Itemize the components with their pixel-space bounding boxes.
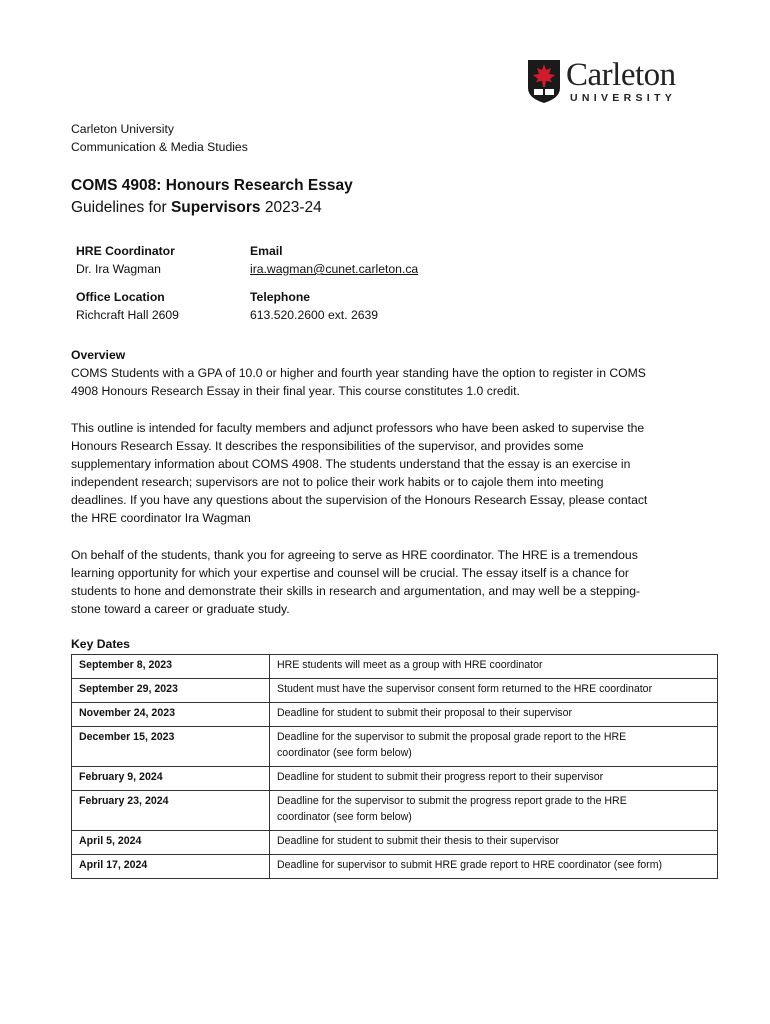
office-label: Office Location <box>76 290 165 304</box>
description-line: coordinator (see form below) <box>277 811 412 823</box>
description-line: HRE students will meet as a group with HRE coordinator <box>277 659 543 671</box>
description-line: Deadline for student to submit their proposal to their supervisor <box>277 707 573 719</box>
description-cell <box>270 855 718 879</box>
document-title: COMS 4908: Honours Research Essay <box>71 177 353 194</box>
description-line: Deadline for the supervisor to submit the proposal grade report to the HRE <box>277 731 627 743</box>
description-line: Deadline for the supervisor to submit the progress report grade to the HRE <box>277 795 627 807</box>
department-header <box>71 120 248 156</box>
thanks-line: learning opportunity for which your expertise and counsel will be crucial. The essay itself is a chance for <box>71 566 629 580</box>
table-row <box>72 727 718 767</box>
description-cell <box>270 679 718 703</box>
outline-line: deadlines. If you have any questions about the supervision of the Honours Research Essay, please contact <box>71 493 648 507</box>
date-cell: April 5, 2024 <box>72 831 270 855</box>
overview-line: 4908 Honours Research Essay in their final year. This course constitutes 1.0 credit. <box>71 384 520 398</box>
date-cell: April 17, 2024 <box>72 855 270 879</box>
key-dates-heading: Key Dates <box>71 637 130 651</box>
table-row <box>72 855 718 879</box>
carleton-logo <box>526 58 691 106</box>
thanks-line: stone toward a career or graduate study. <box>71 602 290 616</box>
table-row <box>72 679 718 703</box>
date-cell: February 23, 2024 <box>72 791 270 831</box>
key-dates-table <box>71 654 718 879</box>
subtitle-suffix: 2023-24 <box>260 199 322 216</box>
subtitle-prefix: Guidelines for <box>71 199 171 216</box>
phone-block <box>250 288 378 324</box>
description-line: coordinator (see form below) <box>277 747 412 759</box>
email-link[interactable]: ira.wagman@cunet.carleton.ca <box>250 262 419 276</box>
description-line: Student must have the supervisor consent form returned to the HRE coordinator <box>277 683 653 695</box>
date-cell: February 9, 2024 <box>72 767 270 791</box>
description-cell <box>270 703 718 727</box>
overview-section <box>71 346 711 400</box>
description-cell <box>270 791 718 831</box>
description-cell <box>270 831 718 855</box>
outline-line: independent research; supervisors are not to police their work habits or to cajole them into meeting <box>71 475 604 489</box>
table-row <box>72 655 718 679</box>
description-line: Deadline for student to submit their progress report to their supervisor <box>277 771 604 783</box>
thanks-line: students to hone and demonstrate their skills in research and argumentation, and may well be a stepping- <box>71 584 641 598</box>
description-cell <box>270 655 718 679</box>
document-subtitle <box>71 199 322 217</box>
date-cell: November 24, 2023 <box>72 703 270 727</box>
outline-paragraph <box>71 419 711 527</box>
email-label: Email <box>250 244 283 258</box>
description-cell <box>270 727 718 767</box>
office-value: Richcraft Hall 2609 <box>76 308 179 322</box>
table-row <box>72 767 718 791</box>
outline-line: Honours Research Essay. It describes the responsibilities of the supervisor, and provides some <box>71 439 584 453</box>
phone-value: 613.520.2600 ext. 2639 <box>250 308 379 322</box>
thanks-line: On behalf of the students, thank you for agreeing to serve as HRE coordinator. The HRE is a tremendous <box>71 548 638 562</box>
description-cell <box>270 767 718 791</box>
description-line: Deadline for supervisor to submit HRE grade report to HRE coordinator (see form) <box>277 859 663 871</box>
subtitle-bold: Supervisors <box>170 199 261 216</box>
overview-line: COMS Students with a GPA of 10.0 or higher and fourth year standing have the option to register in COMS <box>71 366 646 380</box>
thanks-paragraph <box>71 546 711 618</box>
date-cell: September 8, 2023 <box>72 655 270 679</box>
table-row <box>72 703 718 727</box>
carleton-shield-icon <box>526 58 562 104</box>
outline-line: the HRE coordinator Ira Wagman <box>71 511 251 525</box>
department-name: Communication & Media Studies <box>71 140 248 154</box>
outline-line: This outline is intended for faculty members and adjunct professors who have been asked to supervise the <box>71 421 645 435</box>
table-row <box>72 831 718 855</box>
overview-heading: Overview <box>71 348 126 362</box>
phone-label: Telephone <box>250 290 311 304</box>
logo-wordmark: Carleton <box>566 57 676 93</box>
table-row <box>72 791 718 831</box>
coordinator-label: HRE Coordinator <box>76 244 175 258</box>
logo-subtitle: UNIVERSITY <box>570 92 677 104</box>
institution-name: Carleton University <box>71 122 174 136</box>
coordinator-name: Dr. Ira Wagman <box>76 262 161 276</box>
outline-line: supplementary information about COMS 4908. The students understand that the essay is an exercise in <box>71 457 631 471</box>
email-block <box>250 242 418 278</box>
coordinator-block <box>76 242 175 278</box>
description-line: Deadline for student to submit their thesis to their supervisor <box>277 835 560 847</box>
date-cell: September 29, 2023 <box>72 679 270 703</box>
key-dates-body <box>72 655 718 879</box>
date-cell: December 15, 2023 <box>72 727 270 767</box>
office-block <box>76 288 179 324</box>
